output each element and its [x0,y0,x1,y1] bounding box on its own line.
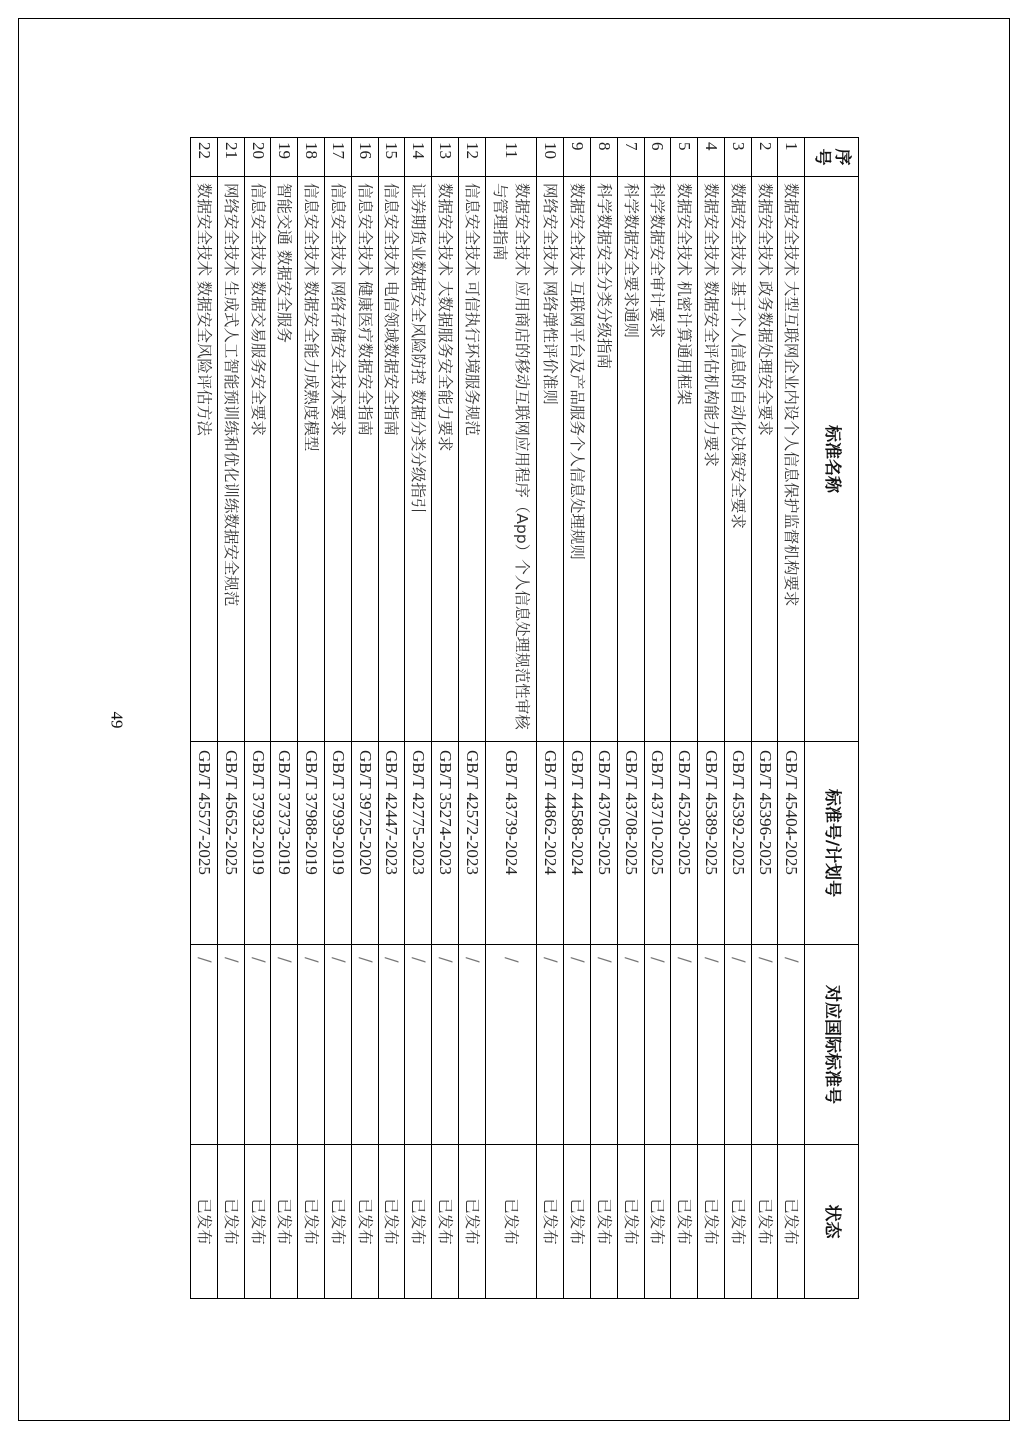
row-status: 已发布 [217,1145,244,1299]
table-row [617,138,644,1299]
row-status: 已发布 [671,1145,698,1299]
row-seq: 20 [244,138,271,177]
row-name: 数据安全技术 机密计算通用框架 [671,177,698,742]
row-status: 已发布 [644,1145,671,1299]
row-code: GB/T 45230-2025 [671,742,698,945]
row-seq: 7 [617,138,644,177]
table-row [698,138,725,1299]
row-code: GB/T 37939-2019 [324,742,351,945]
row-name: 信息安全技术 数据交易服务安全要求 [244,177,271,742]
row-code: GB/T 45577-2025 [191,742,218,945]
row-intl: / [432,945,459,1145]
row-code: GB/T 35274-2023 [432,742,459,945]
table-row [191,138,218,1299]
row-status: 已发布 [405,1145,432,1299]
table-row [485,138,537,1299]
row-status: 已发布 [432,1145,459,1299]
header-intl: 对应国际标准号 [805,945,859,1145]
row-intl: / [298,945,325,1145]
row-code: GB/T 45389-2025 [698,742,725,945]
table-row [324,138,351,1299]
row-name: 智能交通 数据安全服务 [271,177,298,742]
row-intl: / [351,945,378,1145]
row-code: GB/T 37373-2019 [271,742,298,945]
table-row [778,138,805,1299]
row-seq: 10 [537,138,564,177]
row-status: 已发布 [191,1145,218,1299]
row-name: 数据安全技术 大数据服务安全能力要求 [432,177,459,742]
row-name: 信息安全技术 数据安全能力成熟度模型 [298,177,325,742]
row-code: GB/T 44588-2024 [564,742,591,945]
header-seq: 序号 [805,138,859,177]
table-row [564,138,591,1299]
row-code: GB/T 43705-2025 [590,742,617,945]
row-seq: 17 [324,138,351,177]
row-intl: / [590,945,617,1145]
table-row [432,138,459,1299]
row-name: 信息安全技术 可信执行环境服务规范 [458,177,485,742]
row-code: GB/T 45396-2025 [751,742,778,945]
row-status: 已发布 [590,1145,617,1299]
table-row [590,138,617,1299]
row-seq: 9 [564,138,591,177]
row-intl: / [405,945,432,1145]
row-seq: 4 [698,138,725,177]
row-seq: 6 [644,138,671,177]
table-row [244,138,271,1299]
table-row [378,138,405,1299]
table-row [724,138,751,1299]
row-code: GB/T 37988-2019 [298,742,325,945]
row-code: GB/T 45404-2025 [778,742,805,945]
row-intl: / [378,945,405,1145]
table-row [458,138,485,1299]
row-name: 数据安全技术 政务数据处理安全要求 [751,177,778,742]
standards-table [190,137,859,1299]
row-intl: / [671,945,698,1145]
row-intl: / [644,945,671,1145]
row-intl: / [485,945,537,1145]
row-name: 数据安全技术 基于个人信息的自动化决策安全要求 [724,177,751,742]
row-seq: 2 [751,138,778,177]
row-code: GB/T 42447-2023 [378,742,405,945]
table-row [751,138,778,1299]
row-status: 已发布 [324,1145,351,1299]
row-status: 已发布 [564,1145,591,1299]
table-row [351,138,378,1299]
row-status: 已发布 [458,1145,485,1299]
row-status: 已发布 [244,1145,271,1299]
row-code: GB/T 45392-2025 [724,742,751,945]
row-status: 已发布 [351,1145,378,1299]
row-code: GB/T 42775-2023 [405,742,432,945]
table-row [405,138,432,1299]
row-intl: / [191,945,218,1145]
row-name: 网络安全技术 生成式人工智能预训练和优化训练数据安全规范 [217,177,244,742]
row-status: 已发布 [724,1145,751,1299]
row-intl: / [751,945,778,1145]
row-name: 信息安全技术 电信领域数据安全指南 [378,177,405,742]
row-intl: / [537,945,564,1145]
row-name: 数据安全技术 数据安全风险评估方法 [191,177,218,742]
row-seq: 16 [351,138,378,177]
table-header-row [805,138,859,1299]
row-intl: / [698,945,725,1145]
row-code: GB/T 42572-2023 [458,742,485,945]
row-name: 信息安全技术 网络存储安全技术要求 [324,177,351,742]
row-code: GB/T 45652-2025 [217,742,244,945]
row-intl: / [458,945,485,1145]
table-row [671,138,698,1299]
header-status: 状态 [805,1145,859,1299]
row-name: 科学数据安全要求通则 [617,177,644,742]
standards-table-rotated [190,137,859,1298]
row-name: 数据安全技术 数据安全评估机构能力要求 [698,177,725,742]
row-status: 已发布 [778,1145,805,1299]
row-seq: 19 [271,138,298,177]
row-seq: 15 [378,138,405,177]
row-name: 网络安全技术 网络弹性评价准则 [537,177,564,742]
row-name: 数据安全技术 大型互联网企业内设个人信息保护监督机构要求 [778,177,805,742]
row-status: 已发布 [378,1145,405,1299]
row-name: 数据安全技术 应用商店的移动互联网应用程序（App）个人信息处理规范性审核与管理指南 [485,177,537,742]
row-seq: 22 [191,138,218,177]
table-row [217,138,244,1299]
row-intl: / [217,945,244,1145]
row-status: 已发布 [485,1145,537,1299]
table-row [298,138,325,1299]
row-seq: 13 [432,138,459,177]
table-row [644,138,671,1299]
row-name: 科学数据安全分类分级指南 [590,177,617,742]
row-code: GB/T 43708-2025 [617,742,644,945]
row-intl: / [617,945,644,1145]
row-name: 信息安全技术 健康医疗数据安全指南 [351,177,378,742]
row-name: 科学数据安全审计要求 [644,177,671,742]
row-status: 已发布 [617,1145,644,1299]
row-intl: / [244,945,271,1145]
row-intl: / [778,945,805,1145]
row-seq: 1 [778,138,805,177]
row-name: 数据安全技术 互联网平台及产品服务个人信息处理规则 [564,177,591,742]
table-row [271,138,298,1299]
header-name: 标准名称 [805,177,859,742]
row-code: GB/T 43739-2024 [485,742,537,945]
row-seq: 21 [217,138,244,177]
row-code: GB/T 37932-2019 [244,742,271,945]
table-row [537,138,564,1299]
row-name: 证券期货业数据安全风险防控 数据分类分级指引 [405,177,432,742]
row-code: GB/T 44862-2024 [537,742,564,945]
row-code: GB/T 39725-2020 [351,742,378,945]
row-seq: 5 [671,138,698,177]
header-code: 标准号/计划号 [805,742,859,945]
row-intl: / [564,945,591,1145]
row-status: 已发布 [298,1145,325,1299]
row-seq: 11 [485,138,537,177]
row-status: 已发布 [271,1145,298,1299]
row-status: 已发布 [751,1145,778,1299]
row-intl: / [271,945,298,1145]
row-code: GB/T 43710-2025 [644,742,671,945]
row-seq: 12 [458,138,485,177]
row-seq: 18 [298,138,325,177]
row-seq: 14 [405,138,432,177]
row-intl: / [324,945,351,1145]
row-status: 已发布 [698,1145,725,1299]
row-seq: 8 [590,138,617,177]
page-number: 49 [107,711,127,729]
row-status: 已发布 [537,1145,564,1299]
row-seq: 3 [724,138,751,177]
row-intl: / [724,945,751,1145]
